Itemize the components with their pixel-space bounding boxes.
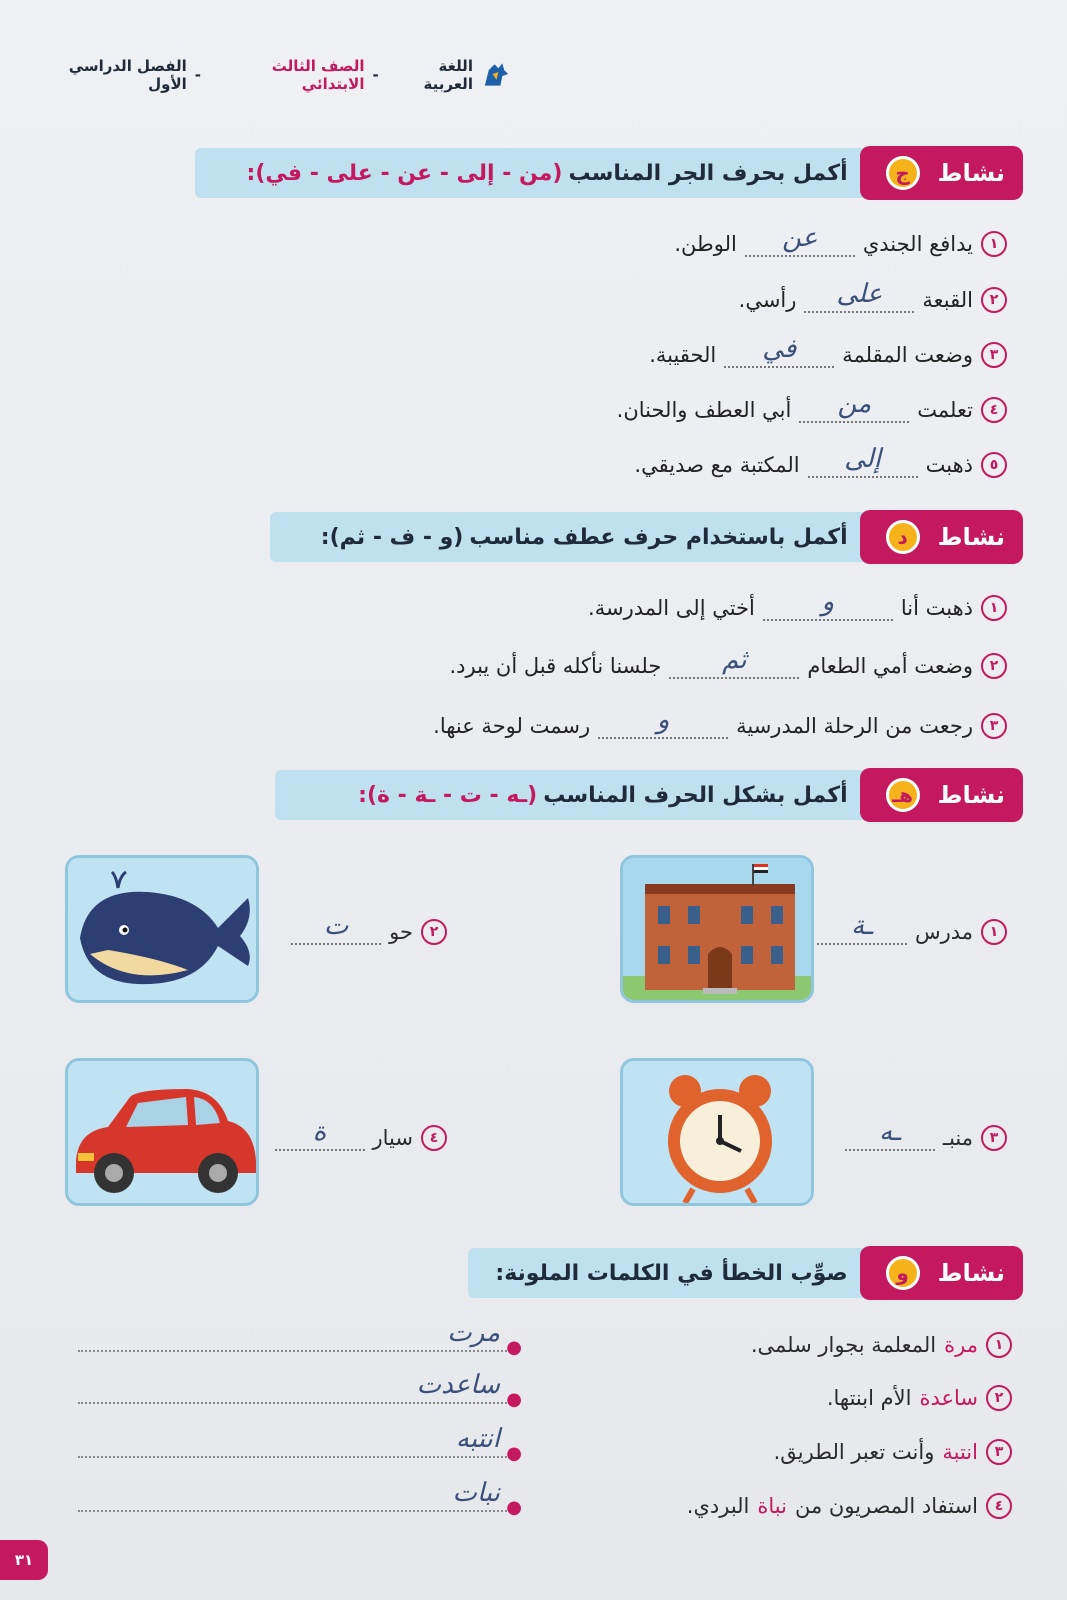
header-separator: -: [372, 66, 379, 84]
answer-blank[interactable]: [724, 334, 834, 368]
activity-d-instruction: أكمل باستخدام حرف عطف مناسب: [469, 524, 848, 550]
item-text-after: الوطن.: [674, 232, 737, 256]
activity-h-badge: [860, 768, 1023, 822]
item-number: ١: [981, 231, 1007, 257]
answer-blank[interactable]: [804, 279, 914, 313]
handwritten-answer: ت: [323, 911, 349, 941]
handwritten-answer: عن: [782, 223, 818, 253]
activity-d-badge: [860, 510, 1023, 564]
handwritten-answer: في: [762, 334, 797, 364]
badge-letter: هـ: [886, 778, 920, 812]
badge-label: نشاط: [937, 1259, 1005, 1287]
item-text: البردي.: [686, 1494, 750, 1518]
horse-logo-icon: [481, 60, 510, 90]
item-word: مدرس: [914, 920, 973, 944]
item-text-before: وضعت أمي الطعام: [807, 654, 973, 678]
handwritten-answer: ـة: [851, 911, 873, 941]
correction-line[interactable]: [78, 1478, 522, 1518]
correction-line[interactable]: [78, 1318, 522, 1358]
answer-blank[interactable]: [275, 1117, 365, 1151]
item-text-after: الحقيبة.: [649, 343, 717, 367]
item-number: ٤: [421, 1125, 447, 1151]
bullet-icon: ●: [506, 1389, 522, 1410]
handwritten-answer: ـه: [879, 1117, 901, 1147]
activity-c-item: [634, 445, 1007, 485]
activity-d-options: (و - ف - ثم):: [320, 524, 464, 550]
activity-h-item: [291, 912, 447, 952]
answer-blank[interactable]: [817, 911, 907, 945]
handwritten-answer: على: [836, 279, 883, 309]
colored-wrong-word: نباة: [757, 1494, 787, 1518]
item-text-before: ذهبت أنا: [900, 596, 973, 620]
item-number: ١: [981, 919, 1007, 945]
page-number: ٣١: [0, 1540, 48, 1580]
item-text-after: أختي إلى المدرسة.: [588, 596, 755, 620]
item-number: ٢: [986, 1385, 1012, 1411]
item-text: وأنت تعبر الطريق.: [773, 1440, 935, 1464]
item-number: ١: [981, 595, 1007, 621]
answer-blank[interactable]: [291, 911, 381, 945]
item-text: المعلمة بجوار سلمى.: [750, 1333, 937, 1357]
item-text-before: تعلمت: [917, 398, 973, 422]
item-word: سيار: [372, 1126, 413, 1150]
answer-blank[interactable]: [763, 587, 893, 621]
answer-blank[interactable]: [799, 389, 909, 423]
item-number: ١: [986, 1332, 1012, 1358]
handwritten-answer: ساعدت: [416, 1370, 500, 1400]
badge-letter: ج: [886, 156, 920, 190]
handwritten-answer: و: [656, 705, 670, 735]
answer-blank[interactable]: [808, 444, 918, 478]
item-number: ٥: [981, 452, 1007, 478]
activity-w-bar: [468, 1248, 1017, 1298]
bullet-icon: ●: [506, 1497, 522, 1518]
item-text-before: رجعت من الرحلة المدرسية: [736, 714, 973, 738]
item-number: ٢: [981, 287, 1007, 313]
handwritten-answer: ثم: [722, 645, 747, 675]
handwritten-answer: نبات: [452, 1478, 500, 1508]
item-text-after: المكتبة مع صديقي.: [634, 453, 800, 477]
activity-w-instruction: صوِّب الخطأ في الكلمات الملونة:: [495, 1260, 848, 1286]
handwritten-answer: مرت: [447, 1318, 500, 1348]
item-text-before: يدافع الجندي: [862, 232, 973, 256]
header-term: الفصل الدراسي الأول: [68, 57, 187, 93]
header-separator: -: [194, 66, 202, 84]
colored-wrong-word: مرة: [944, 1333, 978, 1357]
activity-c-instruction: أكمل بحرف الجر المناسب: [568, 160, 848, 186]
answer-blank[interactable]: [745, 223, 855, 257]
activity-h-item: [817, 912, 1007, 952]
item-number: ٣: [981, 1125, 1007, 1151]
activity-w-item: [751, 1325, 1012, 1365]
bullet-icon: ●: [506, 1443, 522, 1464]
item-word: حو: [389, 920, 413, 944]
answer-blank[interactable]: [669, 645, 799, 679]
activity-c-badge: [860, 146, 1023, 200]
activity-c-options: (من - إلى - عن - على - في):: [246, 160, 563, 186]
badge-letter: و: [886, 1256, 920, 1290]
handwritten-answer: ة: [312, 1117, 327, 1147]
activity-h-options: (ـه - ت - ـة - ة):: [358, 782, 538, 808]
activity-w-badge: [860, 1246, 1023, 1300]
activity-d-item: [588, 588, 1007, 628]
badge-letter: د: [886, 520, 920, 554]
item-text-before: استفاد المصريون من: [794, 1494, 978, 1518]
activity-c-item: [649, 335, 1007, 375]
badge-label: نشاط: [937, 159, 1005, 187]
alarm-clock-picture: [620, 1058, 814, 1206]
activity-w-item: [827, 1378, 1012, 1418]
item-number: ٣: [986, 1439, 1012, 1465]
handwritten-answer: و: [821, 587, 835, 617]
badge-label: نشاط: [937, 523, 1005, 551]
activity-w-item: [687, 1486, 1012, 1526]
whale-picture: [65, 855, 259, 1003]
answer-blank[interactable]: [598, 705, 728, 739]
item-text-after: جلسنا نأكله قبل أن يبرد.: [449, 654, 662, 678]
item-text-before: القبعة: [922, 288, 973, 312]
activity-d-bar: [270, 512, 1017, 562]
activity-w-item: [774, 1432, 1012, 1472]
header-subject: اللغة العربية: [423, 57, 473, 93]
school-picture: [620, 855, 814, 1003]
item-text-before: وضعت المقلمة: [842, 343, 973, 367]
correction-line[interactable]: [78, 1424, 522, 1464]
car-picture: [65, 1058, 259, 1206]
page-header: [30, 58, 510, 92]
activity-h-instruction: أكمل بشكل الحرف المناسب: [543, 782, 848, 808]
item-number: ٢: [421, 919, 447, 945]
bullet-icon: ●: [506, 1337, 522, 1358]
activity-h-item: [845, 1118, 1007, 1158]
item-number: ٤: [986, 1493, 1012, 1519]
item-number: ٣: [981, 342, 1007, 368]
badge-label: نشاط: [937, 781, 1005, 809]
colored-wrong-word: ساعدة: [919, 1386, 978, 1410]
item-text-after: أبي العطف والحنان.: [616, 398, 792, 422]
handwritten-answer: انتبه: [455, 1424, 500, 1454]
item-number: ٣: [981, 713, 1007, 739]
item-text: الأم ابنتها.: [826, 1386, 912, 1410]
item-number: ٢: [981, 653, 1007, 679]
answer-blank[interactable]: [845, 1117, 935, 1151]
activity-d-item: [449, 646, 1007, 686]
header-grade: الصف الثالث الابتدائي: [271, 57, 365, 93]
item-word: منبـ: [942, 1126, 973, 1150]
activity-c-bar: [195, 148, 1017, 198]
handwritten-answer: إلى: [844, 444, 882, 474]
handwritten-answer: من: [837, 389, 872, 419]
item-number: ٤: [981, 397, 1007, 423]
correction-line[interactable]: [78, 1370, 522, 1410]
item-text-after: رسمت لوحة عنها.: [433, 714, 591, 738]
activity-h-bar: [275, 770, 1017, 820]
item-text-before: ذهبت: [925, 453, 973, 477]
activity-d-item: [433, 706, 1007, 746]
activity-h-item: [275, 1118, 447, 1158]
colored-wrong-word: انتبة: [942, 1440, 978, 1464]
activity-c-item: [739, 280, 1007, 320]
item-text-after: رأسي.: [738, 288, 797, 312]
activity-c-item: [674, 224, 1007, 264]
activity-c-item: [617, 390, 1007, 430]
